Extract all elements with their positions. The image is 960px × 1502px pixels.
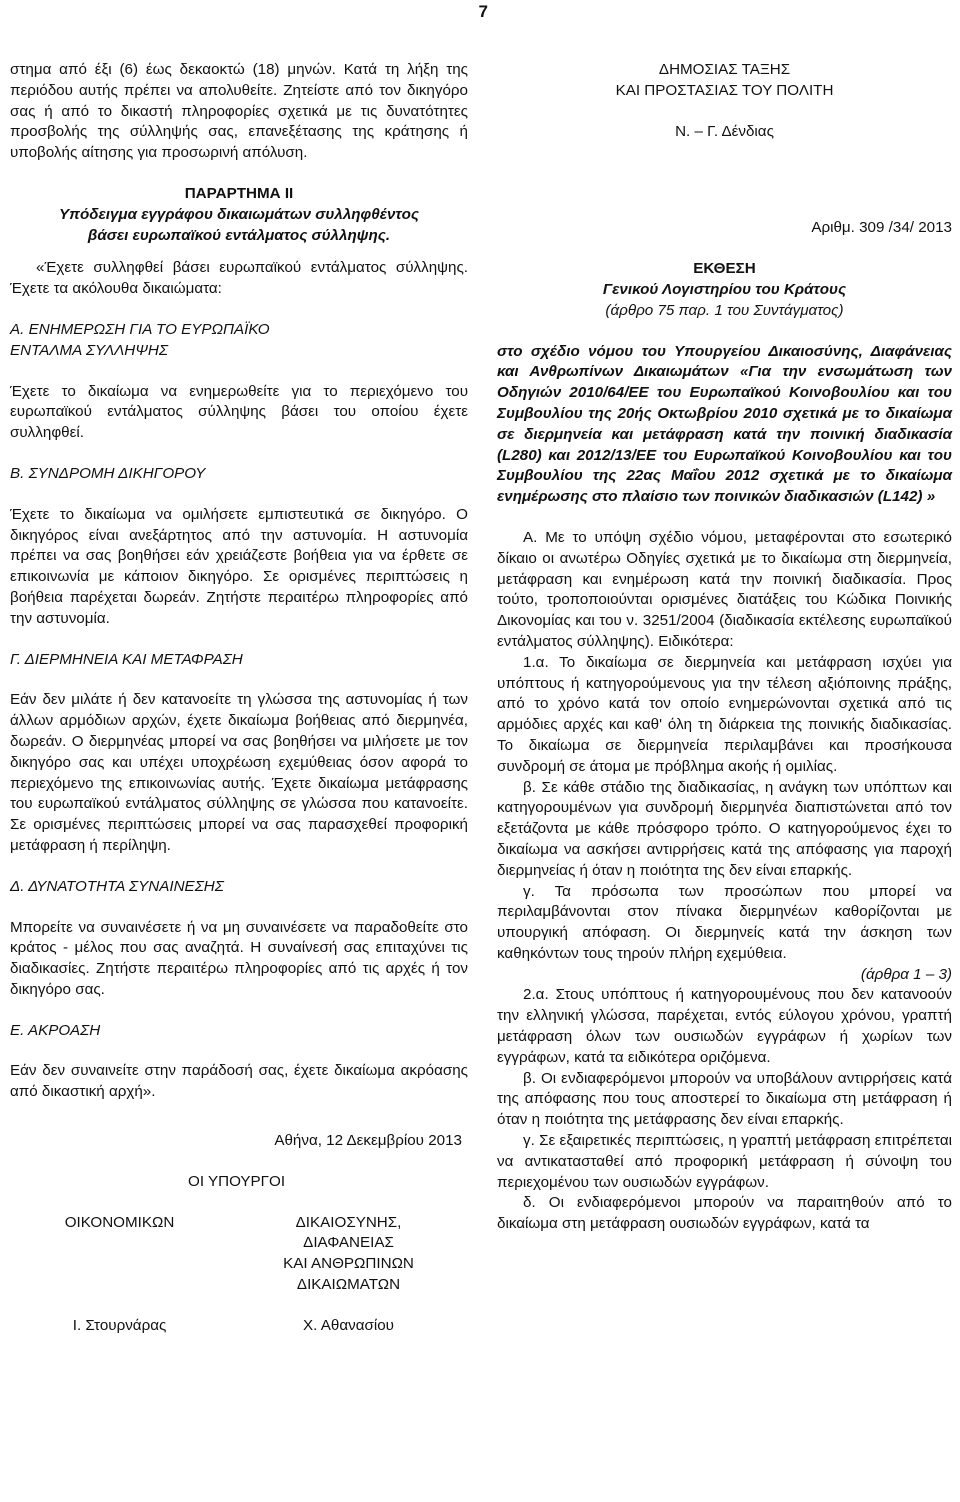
paragraph-1b: β. Σε κάθε στάδιο της διαδικασίας, η ανάγκη των υπόπτων και κατηγορουμένων για συνδρομή διερμηνέα διαπιστώνεται από τον εξετάζοντα με κάθε πρόσφορο τρόπο. Ο κατηγορούμενος έχει το δικαίωμα να ασκήσει αντιρρήσεις κατά της απόφασης για παροχή διερμηνείας ή όταν η ποιότητα της δεν είναι επαρκής. [497,778,952,879]
paragraph-1a: 1.α. Το δικαίωμα σε διερμηνεία και μετάφραση ισχύει για υπόπτους ή κατηγορούμενους για την τέλεση αξιόποινης πράξης, από το χρόνο κατά τον οποίο ενημερώνονται σχετικά από τις αρμόδιες αρχές και καθ' όλη τη διάρκεια της ποινικής διαδικασίας. Το δικαίωμα σε διερμηνεία περιλαμβάνει και προσήκουσα συνδρομή σε άτομα με πρόβλημα ακοής ή ομιλίας. [497,653,952,775]
section-d-title: Δ. ΔΥΝΑΤΟΤΗΤΑ ΣΥΝΑΙΝΕΣΗΣ [10,877,224,895]
section-b-title: Β. ΣΥΝΔΡΟΜΗ ΔΙΚΗΓΟΡΟΥ [10,464,206,482]
annex-subtitle-line-2: βάσει ευρωπαϊκού εντάλματος σύλληψης. [87,226,391,244]
section-a-title-line-2: ΕΝΤΑΛΜΑ ΣΥΛΛΗΨΗΣ [10,341,168,359]
ministry-public-order-line-2: ΚΑΙ ΠΡΟΣΤΑΣΙΑΣ ΤΟΥ ΠΟΛΙΤΗ [615,81,834,99]
articles-reference: (άρθρα 1 – 3) [860,965,952,983]
paragraph-2c: γ. Σε εξαιρετικές περιπτώσεις, η γραπτή μετάφραση επιτρέπεται να αντικατασταθεί από προφορική μετάφραση ή σύνοψη του περιεχομένου των ουσιωδών εγγράφων. [497,1132,952,1191]
ministry-justice-line-1: ΔΙΚΑΙΟΣΥΝΗΣ, [295,1213,402,1231]
paragraph-2d: δ. Οι ενδιαφερόμενοι μπορούν να παραιτηθούν από το δικαίωμα στη μετάφραση ουσιωδών εγγράφων, κατά τα [497,1194,952,1233]
section-e-title: Ε. ΑΚΡΟΑΣΗ [10,1021,101,1039]
reference-number: Αριθμ. 309 /34/ 2013 [811,219,952,237]
ministries-row [10,1213,468,1296]
bill-title: στο σχέδιο νόμου του Υπουργείου Δικαιοσύνης, Διαφάνειας και Ανθρωπίνων Δικαιωμάτων «Για την ενσωμάτωση των Οδηγιών 2010/64/ΕΕ του Ευρωπαϊκού Κοινοβουλίου και του Συμβουλίου της 20ής Οκτωβρίου 2010 σχετικά με το δικαίωμα σε διερμηνεία και μετάφραση κατά την ποινική διαδικασία (L280) και 2012/13/ΕΕ του Ευρωπαϊκού Κοινοβουλίου και του Συμβουλίου της 22ας Μαΐου 2012 σχετικά με το δικαίωμα ενημέρωσης στο πλαίσιο των ποινικών διαδικασιών (L142) » [497,342,952,506]
left-column [10,60,468,1337]
annex-subtitle-line-1: Υπόδειγμα εγγράφου δικαιωμάτων συλληφθέντος [59,205,419,223]
report-title: ΕΚΘΕΣΗ [693,260,756,278]
paragraph-2b: β. Οι ενδιαφερόμενοι μπορούν να υποβάλουν αντιρρήσεις κατά της απόφασης που τους αποστερεί το δικαίωμα στη μετάφραση ή όταν η ποιότητα της μετάφρασης δεν είναι επαρκής. [497,1069,952,1129]
paragraph-a: Α. Με το υπόψη σχέδιο νόμου, μεταφέρονται στο εσωτερικό δίκαιο οι ανωτέρω Οδηγίες σχετικά με το δικαίωμα στη διερμηνεία, μετάφραση και ενημέρωση κατά την ποινική διαδικασία. Προς τούτο, τροποποιούνται ορισμένες διατάξεις του Κώδικα Ποινικής Δικονομίας και του ν. 3251/2004 (διαδικασία εκτέλεσης ευρωπαϊκού εντάλματος σύλληψης). Ειδικότερα: [497,528,952,650]
ministry-justice-line-2: ΔΙΑΦΑΝΕΙΑΣ [303,1234,394,1252]
section-c-title: Γ. ΔΙΕΡΜΗΝΕΙΑ ΚΑΙ ΜΕΤΑΦΡΑΣΗ [10,650,243,668]
report-article: (άρθρο 75 παρ. 1 του Συντάγματος) [605,301,844,319]
section-e-text: Εάν δεν συναινείτε στην παράδοσή σας, έχετε δικαίωμα ακρόασης από δικαστική αρχή». [10,1062,468,1101]
ministry-finance: ΟΙΚΟΝΟΜΙΚΩΝ [64,1213,175,1231]
quote-intro: «Έχετε συλληφθεί βάσει ευρωπαϊκού εντάλματος σύλληψης. Έχετε τα ακόλουθα δικαιώματα: [10,259,468,298]
right-column [497,60,952,1235]
section-a-title-line-1: Α. ΕΝΗΜΕΡΩΣΗ ΓΙΑ ΤΟ ΕΥΡΩΠΑΪΚΟ [10,320,270,338]
section-a-text: Έχετε το δικαίωμα να ενημερωθείτε για το περιεχόμενο του ευρωπαϊκού εντάλματος σύλληψης βάσει του οποίου έχετε συλληφθεί. [10,382,468,442]
ministry-justice-line-3: ΚΑΙ ΑΝΘΡΩΠΙΝΩΝ [283,1255,414,1273]
intro-paragraph: στημα από έξι (6) έως δεκαοκτώ (18) μηνών. Κατά τη λήξη της περιόδου αυτής πρέπει να απολυθείτε. Ζητείστε από τον δικηγόρο σας ή από το δικαστή πληροφορίες σχετικά με τις δυνατότητες προσβολής της σύλληψής σας, επανεξέτασης της κράτησης ή υποβολής αίτησης για προσωρινή απόλυση. [10,61,468,162]
signer-public-order: Ν. – Γ. Δένδιας [675,122,774,140]
report-subtitle: Γενικού Λογιστηρίου του Κράτους [602,280,847,298]
signer-finance: Ι. Στουρνάρας [72,1316,167,1334]
paragraph-2a: 2.α. Στους υπόπτους ή κατηγορουμένους που δεν κατανοούν την ελληνική γλώσσα, παρέχεται, εντός εύλογου χρόνου, γραπτή μετάφραση όλων των ουσιωδών εγγράφων ή χωρίων των εγγράφων, κατά τα ειδικότερα οριζόμενα. [497,986,952,1066]
ministry-justice-line-4: ΔΙΚΑΙΩΜΑΤΩΝ [296,1276,401,1294]
annex-title: ΠΑΡΑΡΤΗΜΑ ΙΙ [184,184,294,202]
date-line: Αθήνα, 12 Δεκεμβρίου 2013 [274,1132,462,1150]
ministry-public-order-line-1: ΔΗΜΟΣΙΑΣ ΤΑΞΗΣ [658,61,791,78]
ministers-label: ΟΙ ΥΠΟΥΡΓΟΙ [188,1172,286,1190]
signers-row [10,1316,468,1337]
section-b-text: Έχετε το δικαίωμα να ομιλήσετε εμπιστευτικά σε δικηγόρο. Ο δικηγόρος είναι ανεξάρτητος από την αστυνομία. Η αστυνομία πρέπει να σας βοηθήσει εάν χρειάζεστε βοήθεια για να έρθετε σε επικοινωνία με κάποιον δικηγόρο. Σε ορισμένες περιπτώσεις η βοήθεια παρέχεται δωρεάν. Ζητήστε περαιτέρω πληροφορίες από την αστυνομία. [10,505,468,627]
section-d-text: Μπορείτε να συναινέσετε ή να μη συναινέσετε να παραδοθείτε στο κράτος - μέλος που σας αναζητά. Η συναίνεσή σας επιταχύνει τις διαδικασίες. Ζητήστε περαιτέρω πληροφορίες από τις αρχές ή τον δικηγόρο σας. [10,918,468,998]
signer-justice: Χ. Αθανασίου [303,1316,394,1334]
paragraph-1c: γ. Τα πρόσωπα των προσώπων που μπορεί να περιλαμβάνονται στον πίνακα διερμηνέων καθορίζονται με υπουργική απόφαση. Οι διερμηνείς κατά την άσκηση των καθηκόντων τους τηρούν πλήρη εχεμύθεια. [497,882,952,962]
section-c-text: Εάν δεν μιλάτε ή δεν κατανοείτε τη γλώσσα της αστυνομίας ή των άλλων αρμόδιων αρχών, έχετε δικαίωμα βοήθειας από διερμηνέα, δωρεάν. Ο διερμηνέας μπορεί να σας βοηθήσει να μιλήσετε με τον δικηγόρο σας και υπέχει υποχρέωση εχεμύθειας όσον αφορά το περιεχόμενο της επικοινωνίας αυτής. Έχετε δικαίωμα μετάφρασης του ευρωπαϊκού εντάλματος σύλληψης σε γλώσσα που κατανοείτε. Σε ορισμένες περιπτώσεις μπορεί να σας παρασχεθεί προφορική μετάφραση ή περίληψη. [10,691,468,854]
page-number: 7 [478,2,488,21]
